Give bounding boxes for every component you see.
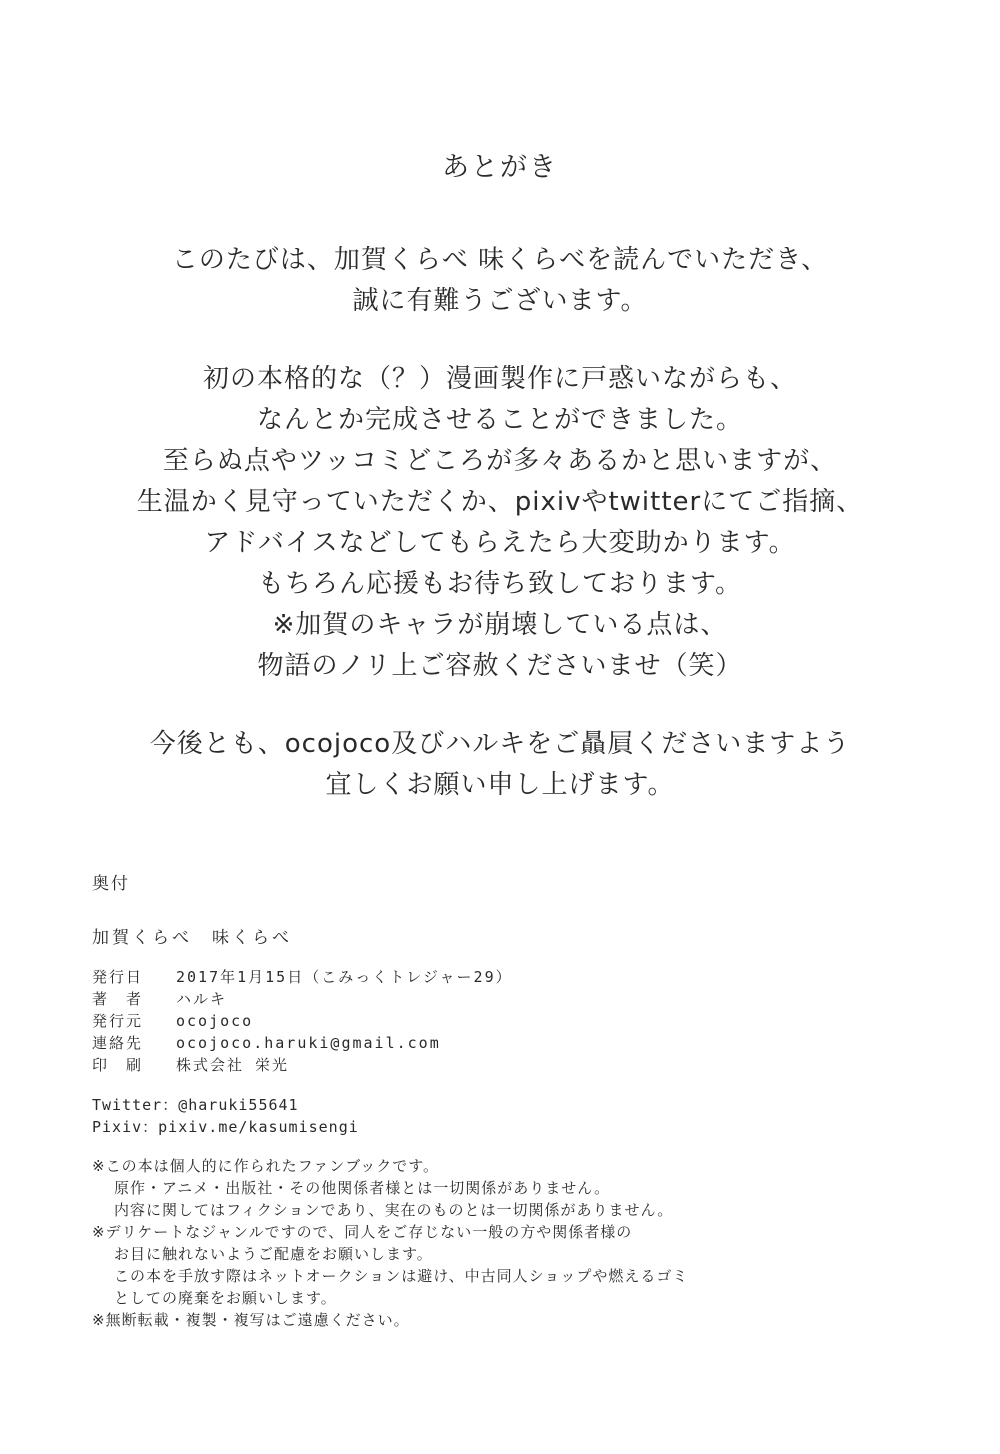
afterword-line: 宜しくお願い申し上げます。 xyxy=(325,770,675,800)
colophon-heading: 奥付 xyxy=(92,874,130,894)
info-row-printer xyxy=(92,1054,912,1076)
colophon-section xyxy=(92,872,912,1331)
note-line: ※この本は個人的に作られたファンブックです。 xyxy=(92,1157,440,1175)
afterword-paragraph-body xyxy=(0,359,1000,687)
afterword-line: ※加賀のキャラが崩壊している点は、 xyxy=(272,610,728,640)
afterword-line: 物語のノリ上ご容赦くださいませ（笑） xyxy=(257,651,743,681)
pixiv-link: Pixiv：pixiv.me/kasumisengi xyxy=(92,1118,359,1136)
note-line: 原作・アニメ・出版社・その他関係者様とは一切関係がありません。 xyxy=(114,1179,611,1197)
afterword-line: なんとか完成させることができました。 xyxy=(256,405,743,435)
afterword-paragraph-closing xyxy=(0,724,1000,806)
info-row-author xyxy=(92,988,912,1010)
info-row-publisher xyxy=(92,1010,912,1032)
info-value: 株式会社 栄光 xyxy=(176,1056,290,1074)
afterword-line: 至らぬ点やツッコミどころが多々あるかと思いますが、 xyxy=(162,446,838,476)
note-line: としての廃棄をお願いします。 xyxy=(114,1289,337,1307)
info-key: 発行日 xyxy=(92,968,144,986)
publication-info xyxy=(92,966,912,1076)
disclaimer-notes xyxy=(92,1155,912,1331)
afterword-line: もちろん応援もお待ち致しております。 xyxy=(258,569,742,599)
info-key: 発行元 xyxy=(92,1012,144,1030)
afterword-title: あとがき xyxy=(442,152,558,183)
info-key: 連絡先 xyxy=(92,1034,144,1052)
info-key: 著 者 xyxy=(92,990,144,1008)
info-value: ocojoco.haruki@gmail.com xyxy=(176,1034,441,1052)
afterword-section xyxy=(0,148,1000,843)
note-line: この本を手放す際はネットオークションは避け、中古同人ショップや燃えるゴミ xyxy=(114,1267,689,1285)
afterword-paragraph-thanks xyxy=(0,240,1000,322)
afterword-line: 生温かく見守っていただくか、pixivやtwitterにてご指摘、 xyxy=(136,487,864,517)
info-row-date xyxy=(92,966,912,988)
afterword-line: 初の本格的な（？）漫画製作に戸惑いながらも、 xyxy=(202,364,797,394)
twitter-handle: Twitter：@haruki55641 xyxy=(92,1096,299,1114)
info-value: 2017年1月15日（こみっくトレジャー29） xyxy=(176,968,513,986)
afterword-line: このたびは、加賀くらべ 味くらべを読んでいただき、 xyxy=(171,245,829,275)
info-value: ハルキ xyxy=(176,990,228,1008)
note-line: お目に触れないようご配慮をお願いします。 xyxy=(114,1245,433,1263)
note-line: 内容に関してはフィクションであり、実在のものとは一切関係がありません。 xyxy=(114,1201,674,1219)
afterword-line: 誠に有難うございます。 xyxy=(352,286,648,316)
afterword-line: 今後とも、ocojoco及びハルキをご贔屓くださいますよう xyxy=(149,729,851,759)
info-row-contact xyxy=(92,1032,912,1054)
note-line: ※無断転載・複製・複写はご遠慮ください。 xyxy=(92,1311,410,1329)
book-title: 加賀くらべ 味くらべ xyxy=(92,928,292,948)
info-key: 印 刷 xyxy=(92,1056,144,1074)
sns-links xyxy=(92,1094,912,1138)
afterword-line: アドバイスなどしてもらえたら大変助かります。 xyxy=(204,528,796,558)
note-line: ※デリケートなジャンルですので、同人をご存じない一般の方や関係者様の xyxy=(92,1223,633,1241)
info-value: ocojoco xyxy=(176,1012,254,1030)
